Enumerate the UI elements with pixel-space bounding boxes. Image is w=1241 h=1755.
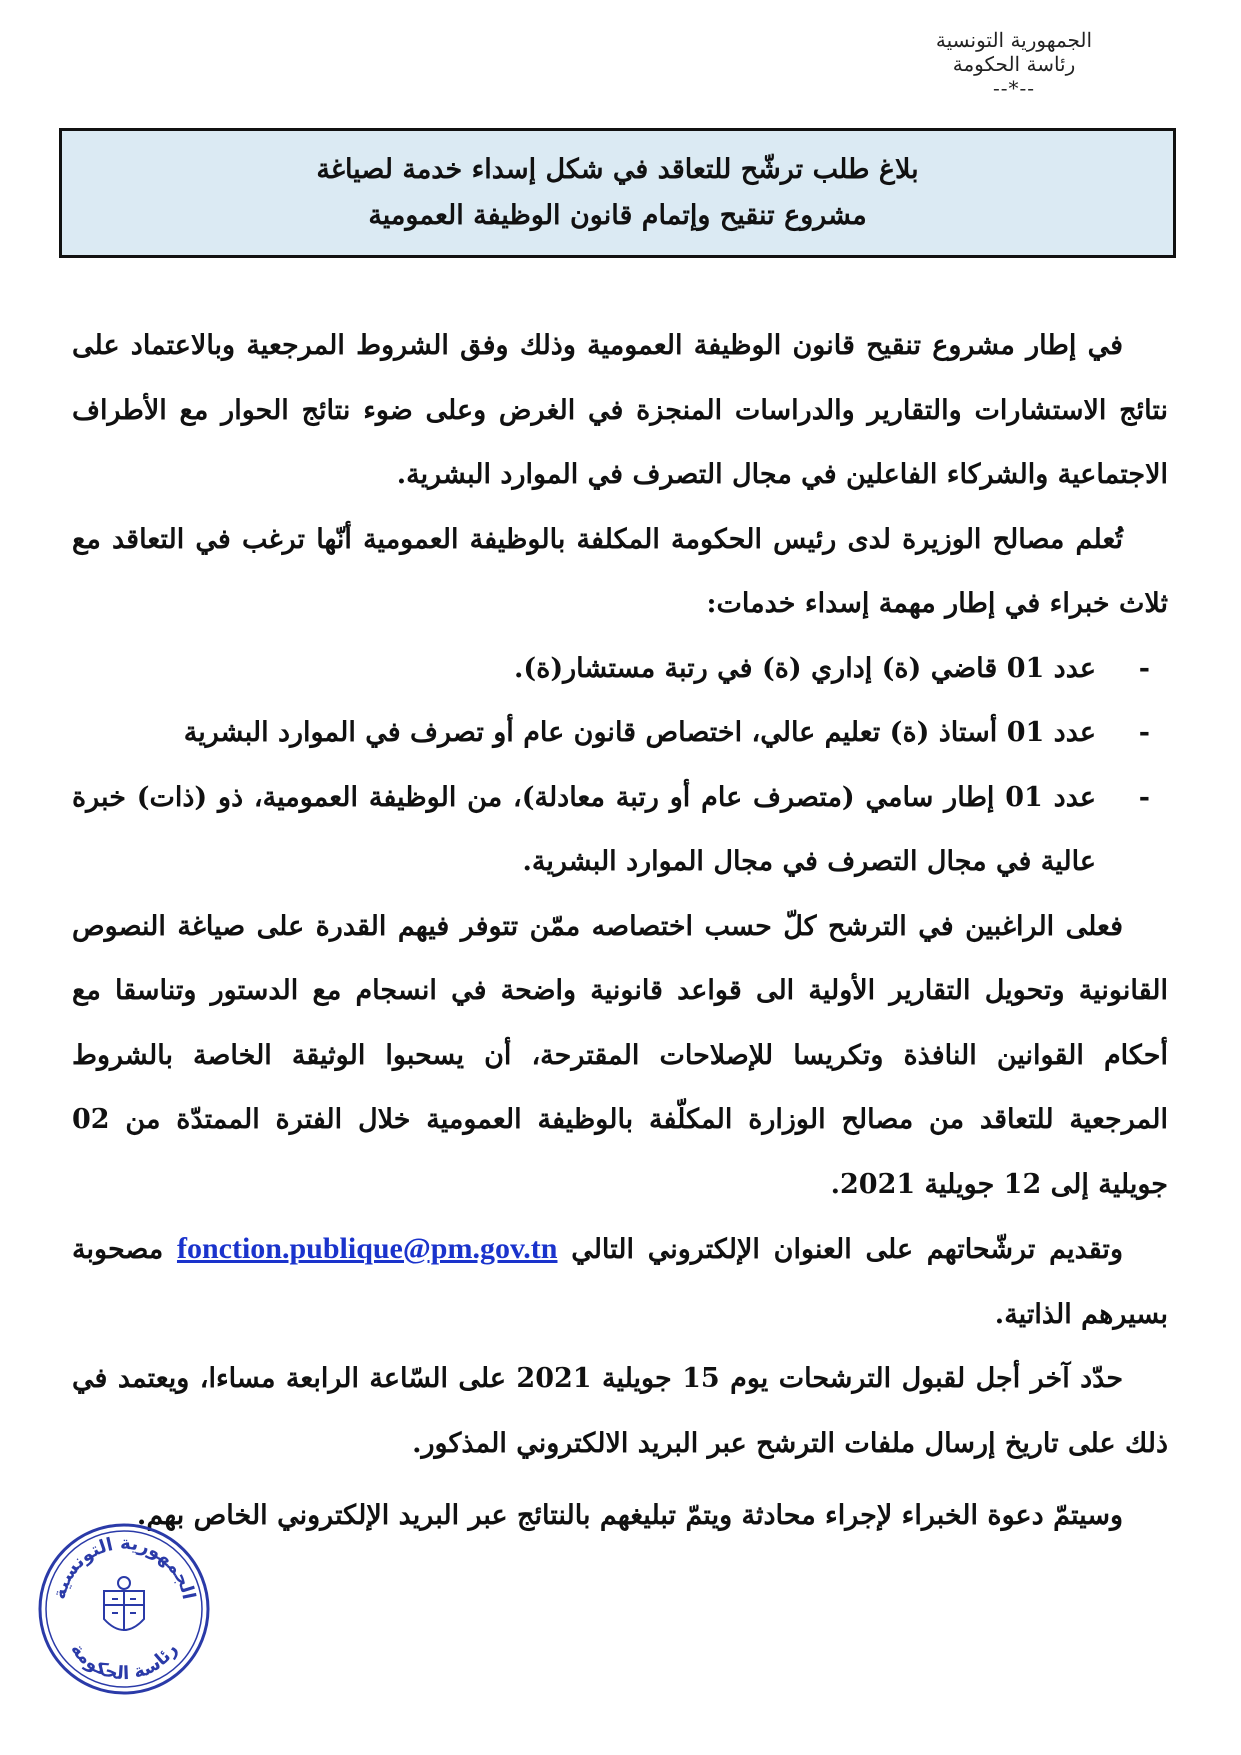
list-item: - عدد 01 أستاذ (ة) تعليم عالي، اختصاص قانون عام أو تصرف في الموارد البشرية <box>72 701 1168 766</box>
submission-paragraph <box>72 1217 1168 1347</box>
title-line-1: بلاغ طلب ترشّح للتعاقد في شكل إسداء خدمة لصياغة <box>316 154 919 185</box>
list-item: - عدد 01 إطار سامي (متصرف عام أو رتبة معادلة)، من الوظيفة العمومية، ذو (ذات) خبرة عالية في مجال التصرف في مجال الموارد البشرية. <box>72 766 1168 895</box>
government-presidency: رئاسة الحكومة <box>952 52 1076 76</box>
list-item: - عدد 01 قاضي (ة) إداري (ة) في رتبة مستشار(ة). <box>72 637 1168 702</box>
stamp-top-text: الجمهورية التونسية <box>48 1532 200 1602</box>
announce-paragraph: تُعلم مصالح الوزيرة لدى رئيس الحكومة المكلفة بالوظيفة العمومية أنّها ترغب في التعاقد مع ثلاث خبراء في إطار مهمة إسداء خدمات: <box>72 523 1168 619</box>
email-link[interactable]: fonction.publique@pm.gov.tn <box>176 1232 558 1265</box>
coat-of-arms-emblem <box>104 1577 144 1631</box>
header-separator: --*-- <box>992 76 1036 100</box>
title-line-2: مشروع تنقيح وإتمام قانون الوظيفة العمومية <box>368 200 867 231</box>
republic-name: الجمهورية التونسية <box>935 28 1093 52</box>
experts-list <box>72 637 1168 895</box>
announcement-body <box>72 314 1168 1549</box>
closing-paragraph: وسيتمّ دعوة الخبراء لإجراء محادثة ويتمّ تبليغهم بالنتائج عبر البريد الإلكتروني الخاص بهم. <box>136 1500 1123 1531</box>
announcement-title-box <box>59 128 1176 258</box>
submission-text-end: مصحوبة بسيرهم الذاتية. <box>72 1234 1168 1330</box>
stamp-bottom-text: رئاسة الحكومة <box>66 1639 182 1685</box>
issuer-header <box>919 28 1109 100</box>
conditions-paragraph: فعلى الراغبين في الترشح كلّ حسب اختصاصه ممّن تتوفر فيهم القدرة على صياغة النصوص القانونية وتحويل التقارير الأولية الى قواعد قانونية واضحة في انسجام مع الدستور وتناسقا مع أحكام القوانين النافذة وتكريسا للإصلاحات المقترحة، أن يسحبوا الوثيقة الخاصة بالشروط المرجعية للتعاقد من مصالح الوزارة المكلّفة بالوظيفة العمومية خلال الفترة الممتدّة من 02 جويلية إلى 12 جويلية 2021. <box>72 910 1168 1200</box>
intro-paragraph: في إطار مشروع تنقيح قانون الوظيفة العمومية وذلك وفق الشروط المرجعية وبالاعتماد على نتائج الاستشارات والتقارير والدراسات المنجزة في الغرض وعلى ضوء نتائج الحوار مع الأطراف الاجتماعية والشركاء الفاعلين في مجال التصرف في الموارد البشرية. <box>72 330 1168 490</box>
submission-text: وتقديم ترشّحاتهم على العنوان الإلكتروني التالي <box>571 1234 1123 1265</box>
official-stamp <box>34 1519 214 1699</box>
deadline-paragraph: حدّد آخر أجل لقبول الترشحات يوم 15 جويلية 2021 على السّاعة الرابعة مساءا، ويعتمد في ذلك على تاريخ إرسال ملفات الترشح عبر البريد الالكتروني المذكور. <box>72 1363 1168 1459</box>
